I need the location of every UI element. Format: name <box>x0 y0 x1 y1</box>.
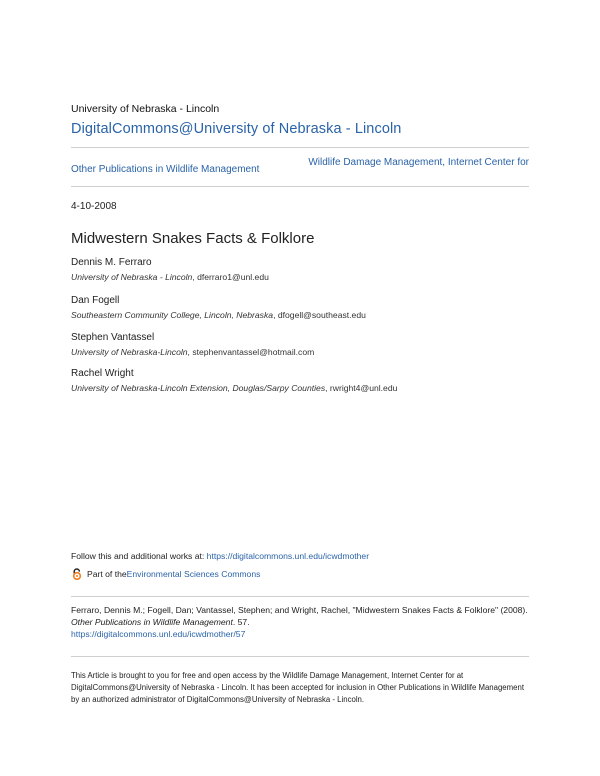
author-affiliation <box>71 310 366 320</box>
follow-link[interactable]: https://digitalcommons.unl.edu/icwdmother <box>206 551 370 561</box>
access-notice: This Article is brought to you for free and open access by the Wildlife Damage Management, Internet Center for at DigitalCommons@University of Nebraska - Lincoln. It has been accepted for inclusion in Other Publications in Wildlife Management by an authorized administrator of DigitalCommons@University of Nebraska - Lincoln. <box>71 671 524 704</box>
author-email: , dferraro1@unl.edu <box>192 272 269 282</box>
author-email: , dfogell@southeast.edu <box>273 310 366 320</box>
institution-name: University of Nebraska - Lincoln <box>71 103 220 115</box>
follow-line <box>71 551 369 561</box>
series-link-wildlife-damage[interactable]: Wildlife Damage Management, Internet Center for <box>308 157 529 168</box>
open-access-icon <box>71 568 83 580</box>
article-title: Midwestern Snakes Facts & Folklore <box>71 230 315 247</box>
author-email: , rwright4@unl.edu <box>325 383 398 393</box>
citation-block <box>71 604 531 640</box>
citation-divider <box>71 596 529 597</box>
affiliation-text: University of Nebraska - Lincoln <box>71 272 193 282</box>
citation-issue: . 57. <box>232 617 250 627</box>
notice-divider <box>71 656 529 657</box>
author-name: Dan Fogell <box>71 295 120 306</box>
repository-link[interactable]: DigitalCommons@University of Nebraska - Lincoln <box>71 121 402 137</box>
author-affiliation <box>71 272 269 282</box>
part-of-line <box>71 568 260 580</box>
affiliation-text: University of Nebraska-Lincoln <box>71 347 188 357</box>
citation-journal: Other Publications in Wildlife Management <box>71 617 233 627</box>
series-link-other-publications[interactable]: Other Publications in Wildlife Management <box>71 164 260 175</box>
part-of-prefix: Part of the <box>87 569 127 579</box>
author-affiliation <box>71 383 397 393</box>
environmental-sciences-link[interactable]: Environmental Sciences Commons <box>126 569 261 579</box>
series-divider <box>71 186 529 187</box>
top-divider <box>71 147 529 148</box>
citation-text: Ferraro, Dennis M.; Fogell, Dan; Vantassel, Stephen; and Wright, Rachel, "Midwestern Snakes Facts & Folklore" (2008). <box>71 605 528 615</box>
author-email: , stephenvantassel@hotmail.com <box>187 347 315 357</box>
affiliation-text: University of Nebraska-Lincoln Extension, Douglas/Sarpy Counties <box>71 383 326 393</box>
author-name: Stephen Vantassel <box>71 332 155 343</box>
affiliation-text: Southeastern Community College, Lincoln, Nebraska <box>71 310 274 320</box>
citation-link[interactable]: https://digitalcommons.unl.edu/icwdmother/57 <box>71 629 246 639</box>
author-name: Dennis M. Ferraro <box>71 257 152 268</box>
author-name: Rachel Wright <box>71 368 134 379</box>
follow-prefix: Follow this and additional works at: <box>71 551 207 561</box>
author-affiliation <box>71 347 314 357</box>
publication-date: 4-10-2008 <box>71 201 117 212</box>
